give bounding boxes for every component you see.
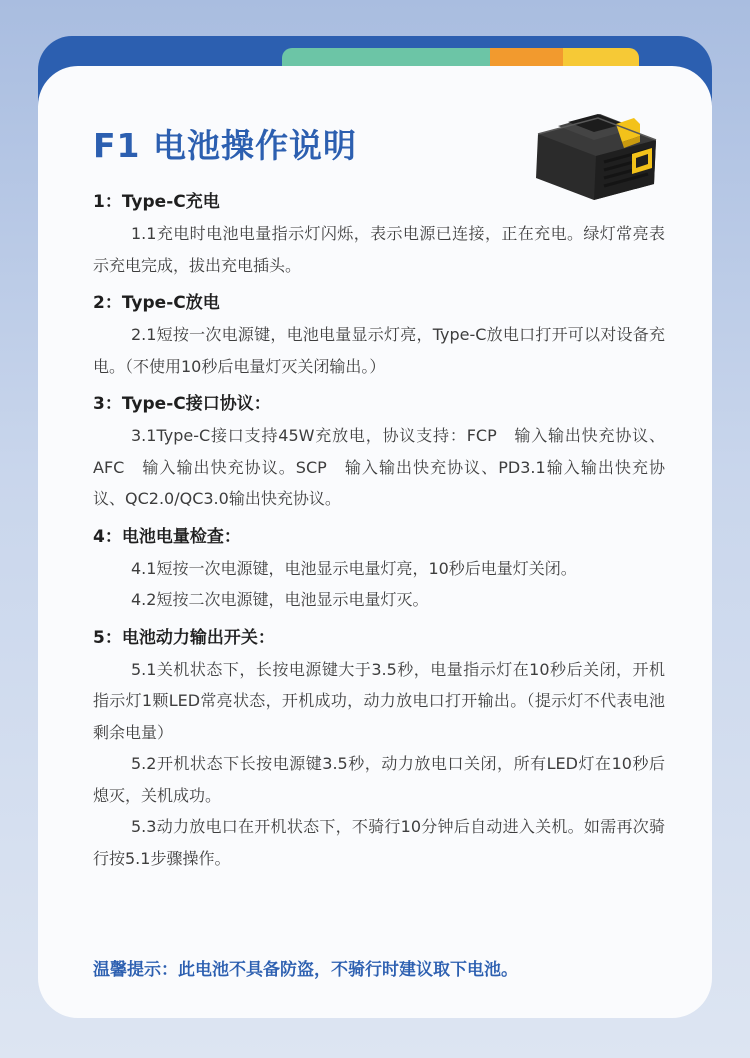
- section-battery-level-check: [93, 521, 665, 616]
- section-paragraph: 5.2开机状态下长按电源键3.5秒，动力放电口关闭，所有LED灯在10秒后熄灭，关机成功。: [93, 754, 665, 805]
- instruction-sections: [93, 184, 665, 880]
- section-paragraph: 5.1关机状态下，长按电源键大于3.5秒，电量指示灯在10秒后关闭，开机指示灯1颗LED常亮状态，开机成功，动力放电口打开输出。（提示灯不代表电池剩余电量）: [93, 659, 665, 742]
- section-heading: 4：电池电量检查：: [93, 526, 241, 547]
- warm-tip: 温馨提示：此电池不具备防盗，不骑行时建议取下电池。: [93, 960, 518, 980]
- section-paragraph: 5.3动力放电口在开机状态下，不骑行10分钟后自动进入关机。如需再次骑行按5.1步骤操作。: [93, 817, 665, 868]
- page-title: F1 电池操作说明: [93, 126, 357, 165]
- section-heading: 2：Type-C放电: [93, 293, 220, 313]
- section-paragraph: 1.1充电时电池电量指示灯闪烁，表示电源已连接，正在充电。绿灯常亮表示充电完成，拔出充电插头。: [93, 224, 665, 275]
- section-paragraph: 3.1Type-C接口支持45W充放电，协议支持：FCP 输入输出快充协议、AFC 输入输出快充协议。SCP 输入输出快充协议、PD3.1输入输出快充协议、QC2.0/QC3.0输出快充协议。: [93, 426, 665, 508]
- section-paragraph: 2.1短按一次电源键，电池电量显示灯亮，Type-C放电口打开可以对设备充电。（不使用10秒后电量灯灭关闭输出。）: [93, 325, 665, 376]
- section-type-c-protocol: [93, 388, 665, 515]
- section-heading: 5：电池动力输出开关：: [93, 627, 275, 648]
- section-paragraph: 4.2短按二次电源键，电池显示电量灯灭。: [131, 590, 429, 609]
- section-heading: 1：Type-C充电: [93, 192, 220, 212]
- section-power-output-switch: [93, 622, 665, 875]
- section-heading: 3：Type-C接口协议：: [93, 394, 271, 414]
- section-paragraph: 4.1短按一次电源键，电池显示电量灯亮，10秒后电量灯关闭。: [131, 558, 577, 578]
- section-type-c-charging: [93, 186, 665, 281]
- section-type-c-discharge: [93, 287, 665, 382]
